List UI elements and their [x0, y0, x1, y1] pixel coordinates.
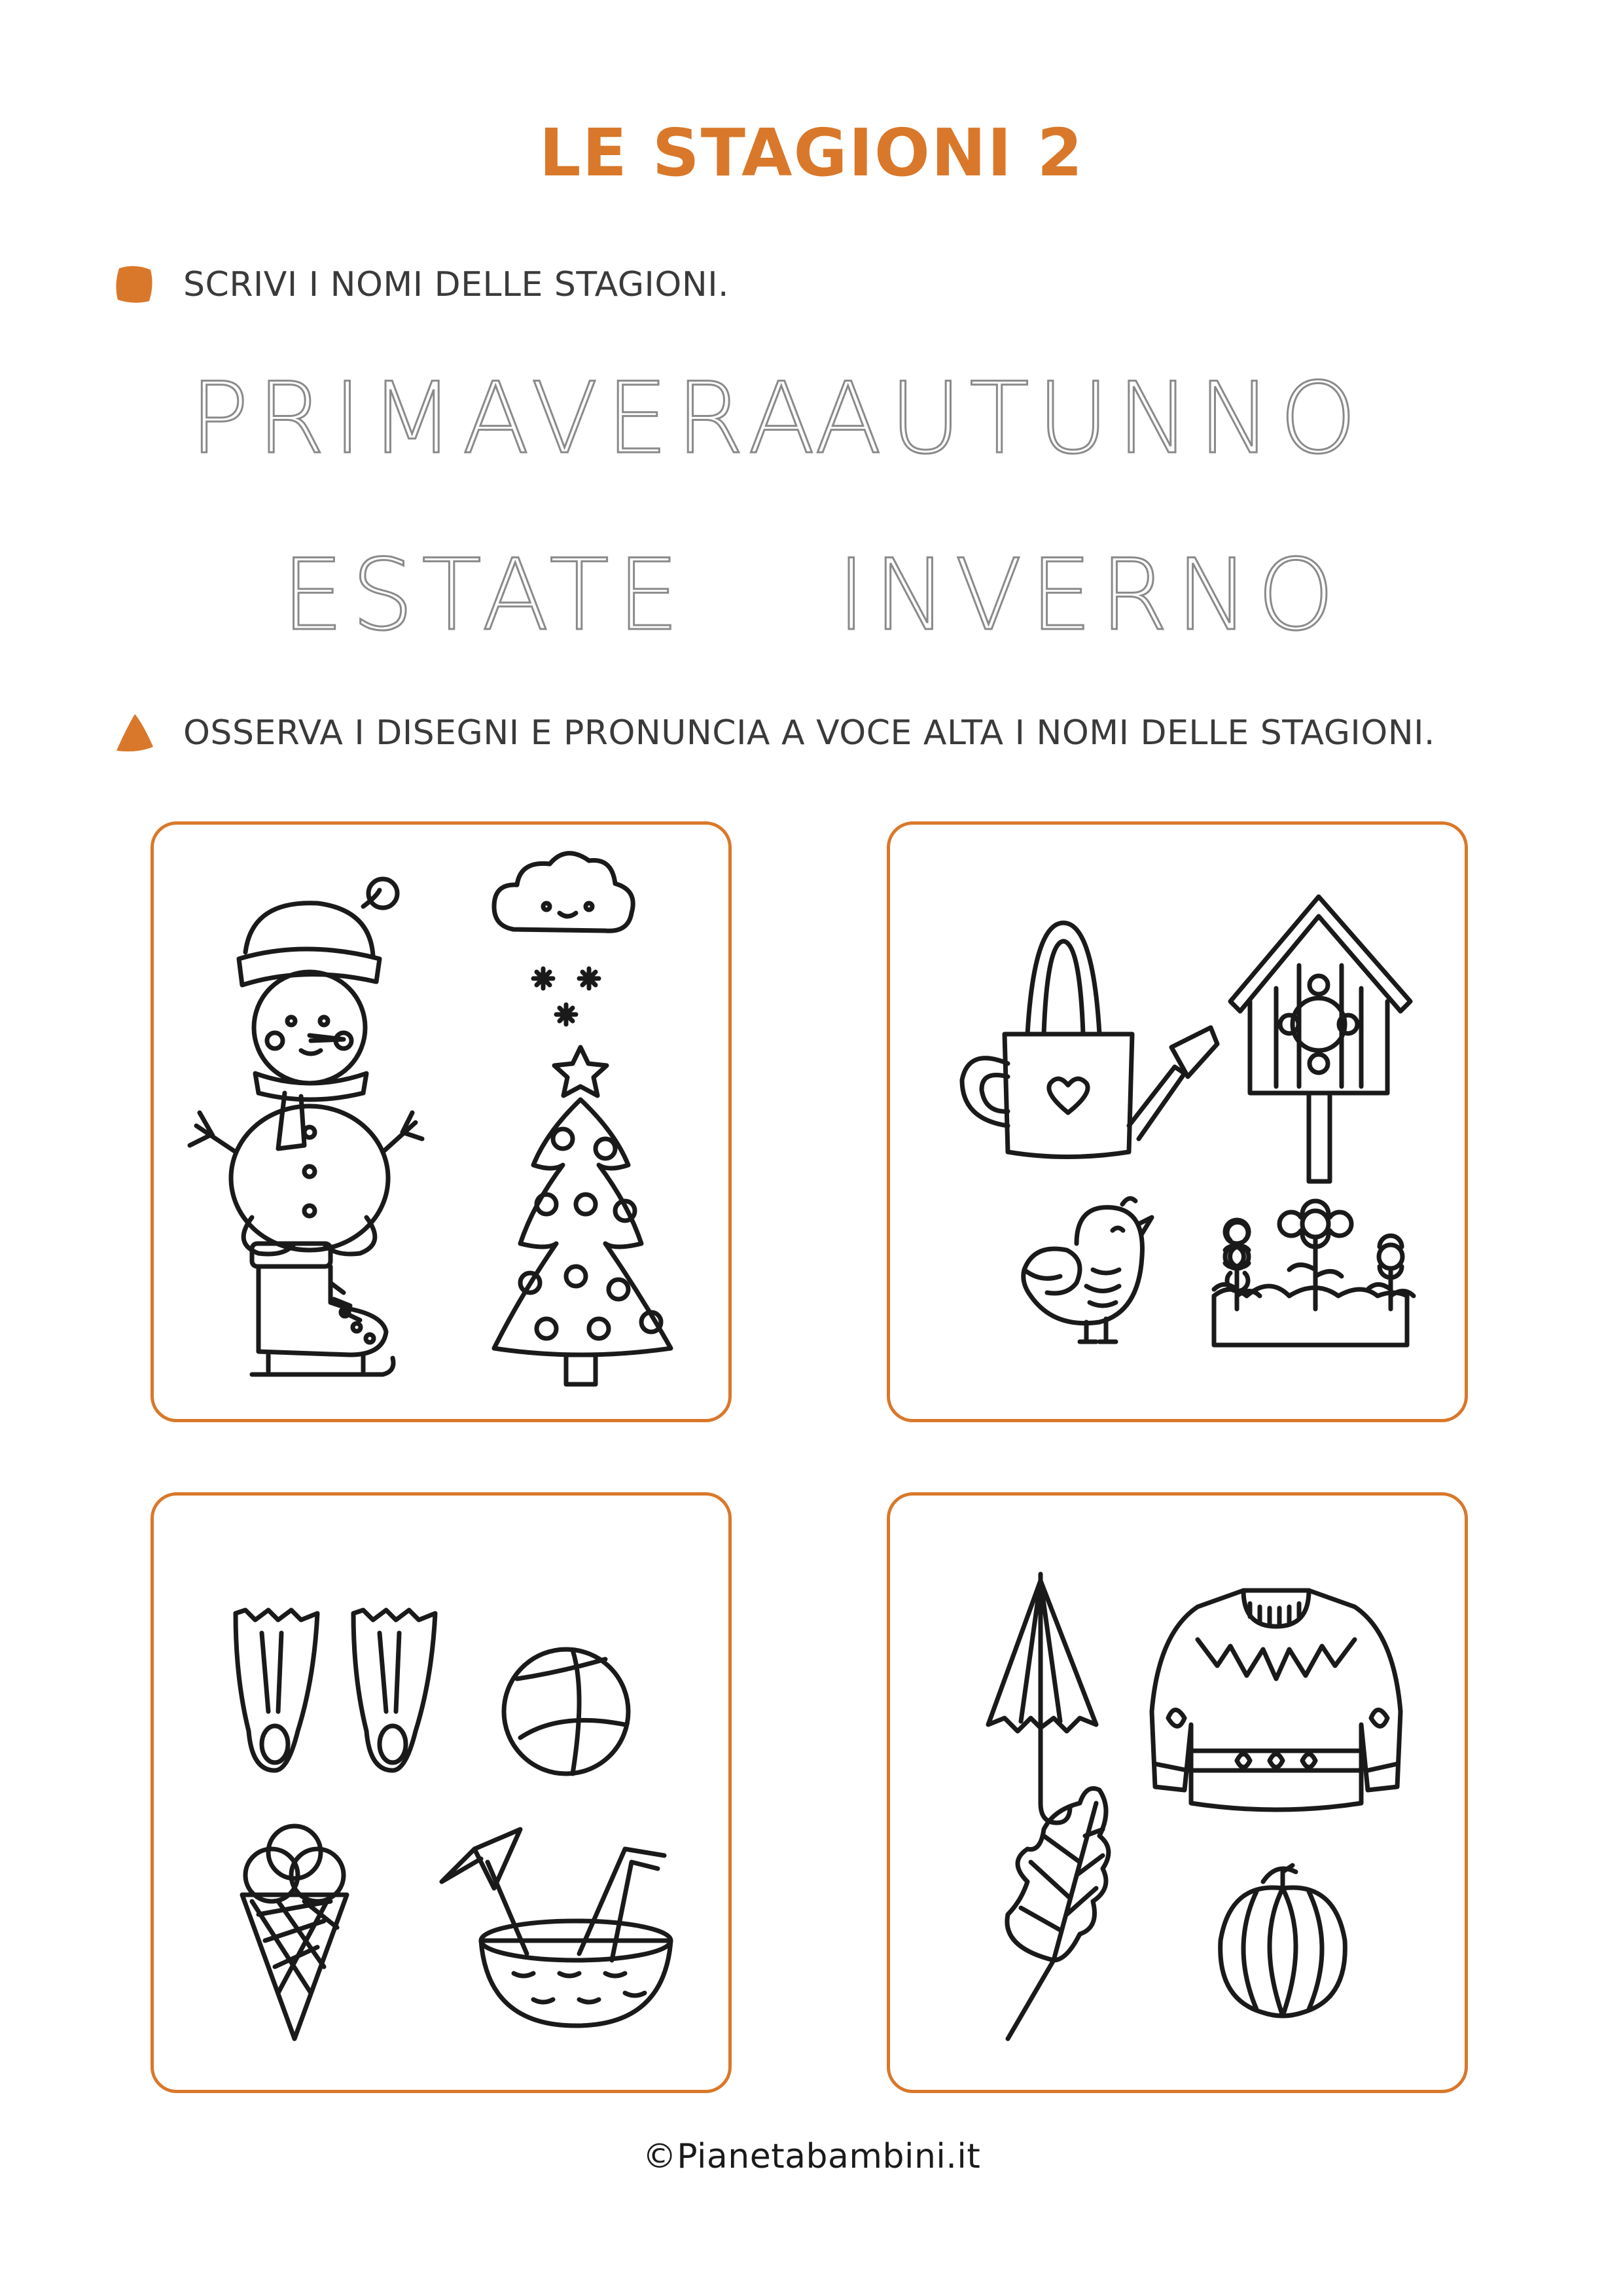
instruction-1 [111, 255, 729, 314]
leaf-icon [1007, 1789, 1109, 2039]
beach-ball-icon [504, 1649, 628, 1774]
pumpkin-icon [1221, 1865, 1346, 2016]
ice-cream-cone-icon [242, 1826, 347, 2039]
instruction-1-text: SCRIVI I NOMI DELLE STAGIONI. [183, 265, 730, 304]
panel-winter [151, 821, 732, 1422]
christmas-tree-icon [494, 1047, 671, 1384]
coconut-drink-icon [442, 1829, 671, 2026]
bird-icon [1024, 1198, 1152, 1342]
footer-copyright: ©Pianetabambini.it [642, 2137, 981, 2176]
umbrella-icon [988, 1574, 1096, 1823]
birdhouse-icon [1230, 897, 1410, 1181]
snowman-icon [190, 879, 422, 1254]
trace-word-autunno[interactable]: AUTUNNO [814, 362, 1365, 476]
orange-square-bullet-icon [111, 262, 157, 308]
panel-spring [887, 821, 1468, 1422]
panel-summer [151, 1492, 732, 2093]
page-title: LE STAGIONI 2 [539, 115, 1084, 191]
panel-autumn [887, 1492, 1468, 2093]
orange-triangle-bullet-icon [111, 710, 157, 756]
watering-can-icon [962, 923, 1217, 1157]
swim-fins-icon [236, 1610, 435, 1770]
sweater-icon [1152, 1590, 1400, 1810]
snow-cloud-icon [494, 853, 633, 1024]
trace-word-primavera[interactable]: PRIMAVERA [190, 362, 823, 476]
ice-skate-icon [252, 1244, 393, 1374]
trace-word-inverno[interactable]: INVERNO [836, 539, 1343, 653]
flower-bed-icon [1214, 1201, 1414, 1345]
trace-word-estate[interactable]: ESTATE [281, 539, 687, 653]
instruction-2 [111, 704, 1435, 762]
instruction-2-text: OSSERVA I DISEGNI E PRONUNCIA A VOCE ALTA I NOMI DELLE STAGIONI. [183, 713, 1435, 753]
